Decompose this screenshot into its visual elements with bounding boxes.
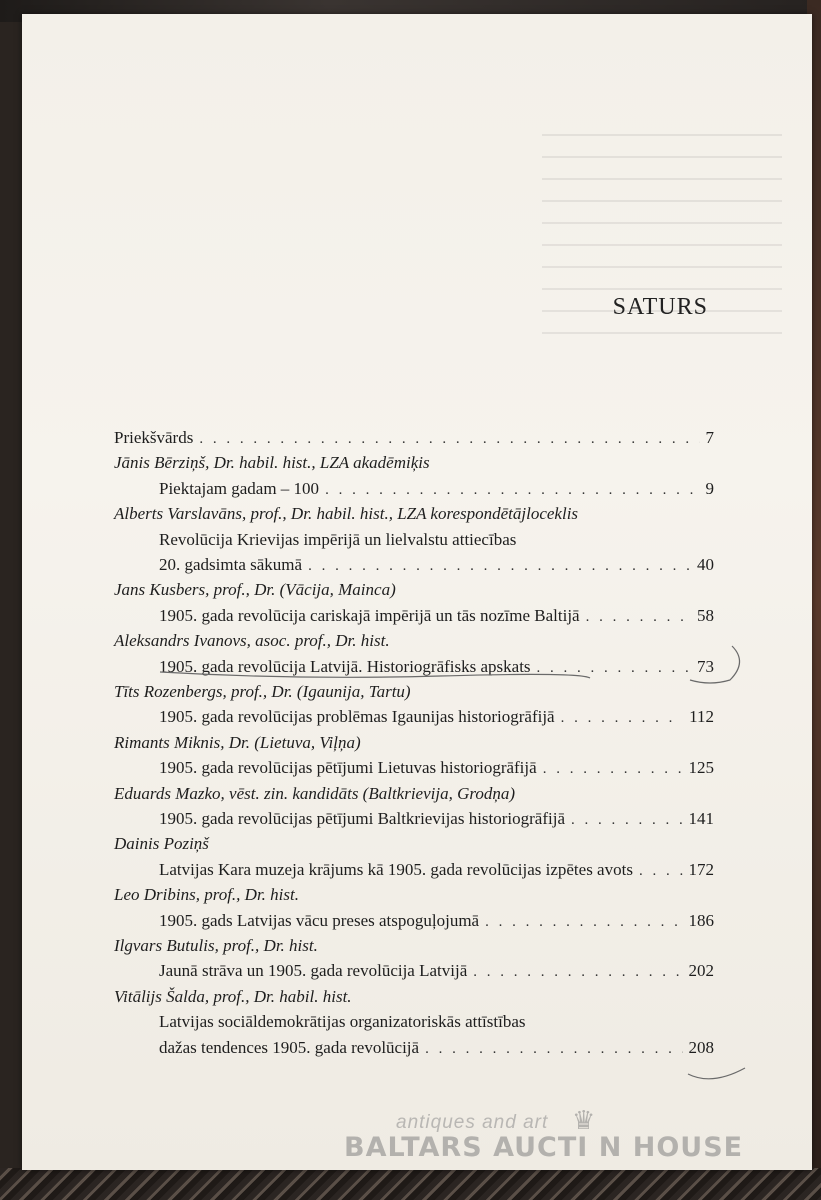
toc-article-title: 1905. gada revolūcijas pētījumi Lietuvas historiogrāfijā	[159, 758, 537, 778]
crown-icon: ♛	[572, 1106, 596, 1135]
toc-article-title: Revolūcija Krievijas impērijā un lielvalstu attiecības	[159, 529, 517, 549]
toc-article-title: dažas tendences 1905. gada revolūcijā	[159, 1037, 420, 1057]
toc-section-title: Priekšvārds	[114, 428, 194, 447]
toc-article-line	[159, 479, 714, 501]
page-title: SATURS	[612, 294, 708, 320]
toc-article-line	[159, 1038, 714, 1060]
toc-author-name: Vitālijs Šalda, prof., Dr. habil. hist.	[114, 986, 352, 1006]
toc-author	[114, 936, 714, 958]
toc-page-number: 112	[689, 707, 714, 727]
toc-page-number: 208	[688, 1037, 714, 1057]
toc-article-title: 1905. gada revolūcijas pētījumi Baltkrievijas historiogrāfijā	[159, 809, 566, 828]
toc-author-name: Rimants Miknis, Dr. (Lietuva, Viļņa)	[114, 732, 361, 752]
toc-page-number: 141	[688, 809, 714, 828]
leader-dots	[425, 1041, 682, 1058]
toc-page-number: 186	[688, 910, 714, 930]
toc-article-line	[159, 530, 714, 552]
toc-author	[114, 885, 714, 907]
toc-page-number: 202	[688, 961, 714, 981]
toc-author	[114, 453, 714, 475]
leader-dots	[543, 761, 683, 778]
toc-article-line	[159, 657, 714, 679]
leader-dots	[308, 558, 691, 575]
toc-author-name: Jānis Bērziņš, Dr. habil. hist., LZA akadēmiķis	[114, 453, 430, 473]
leader-dots	[485, 914, 682, 931]
toc-author-name: Ilgvars Butulis, prof., Dr. hist.	[114, 936, 318, 955]
watermark-brand: BALTARS AUCTI N HOUSE	[344, 1132, 744, 1163]
toc-author	[114, 733, 714, 755]
toc-author-name: Tīts Rozenbergs, prof., Dr. (Igaunija, Tartu)	[114, 682, 411, 701]
watermark	[340, 1106, 744, 1172]
toc-author-name: Dainis Poziņš	[114, 834, 209, 854]
toc-article-title: 1905. gada revolūcija Latvijā. Historiogrāfisks apskats	[159, 656, 531, 676]
toc-article-title: Jaunā strāva un 1905. gada revolūcija Latvijā	[159, 961, 468, 981]
toc-page-number: 7	[705, 428, 714, 447]
watermark-tagline: antiques and art	[396, 1112, 549, 1133]
toc-article-line	[159, 555, 714, 577]
toc-page-number: 172	[688, 859, 714, 879]
toc-article-title: 1905. gada revolūcijas problēmas Igaunijas historiogrāfijā	[159, 707, 555, 727]
toc-section	[114, 428, 714, 450]
toc-article-title: 20. gadsimta sākumā	[159, 555, 303, 574]
toc-author	[114, 784, 714, 806]
toc-author	[114, 834, 714, 856]
leader-dots	[199, 431, 699, 448]
leader-dots	[586, 609, 691, 626]
toc-page-number: 58	[697, 605, 714, 625]
leader-dots	[473, 964, 682, 981]
show-through-text	[542, 134, 782, 354]
toc-article-title: Latvijas sociāldemokrātijas organizatoriskās attīstības	[159, 1012, 526, 1032]
background-bottom	[0, 1168, 821, 1200]
toc-author-name: Aleksandrs Ivanovs, asoc. prof., Dr. hist.	[114, 631, 390, 651]
leader-dots	[639, 863, 683, 880]
toc-article-line	[159, 860, 714, 882]
toc-page-number: 73	[697, 656, 714, 676]
toc-article-line	[159, 707, 714, 729]
toc-article-line	[159, 911, 714, 933]
toc-author	[114, 631, 714, 653]
leader-dots	[571, 812, 682, 829]
toc-article-line	[159, 809, 714, 831]
toc-author	[114, 987, 714, 1009]
toc-page-number: 125	[688, 758, 714, 778]
leader-dots	[537, 660, 691, 677]
toc-author	[114, 580, 714, 602]
toc-article-title: Latvijas Kara muzeja krājums kā 1905. gada revolūcijas izpētes avots	[159, 859, 633, 879]
toc-author	[114, 682, 714, 704]
toc-article-line	[159, 758, 714, 780]
toc-article-line	[159, 961, 714, 983]
toc-author-name: Leo Dribins, prof., Dr. hist.	[114, 885, 299, 905]
toc-author-name: Eduards Mazko, vēst. zin. kandidāts (Baltkrievija, Grodņa)	[114, 783, 516, 803]
toc-author-name: Alberts Varslavāns, prof., Dr. habil. hist., LZA korespondētājloceklis	[114, 504, 579, 524]
toc-article-line	[159, 606, 714, 628]
toc-article-title: 1905. gads Latvijas vācu preses atspoguļojumā	[159, 910, 480, 930]
leader-dots	[325, 482, 699, 499]
toc-article-title: 1905. gada revolūcija cariskajā impērijā un tās nozīme Baltijā	[159, 605, 580, 625]
toc-author	[114, 504, 714, 526]
toc-article-title: Piektajam gadam – 100	[159, 478, 320, 498]
toc-page-number: 9	[705, 478, 714, 498]
toc-article-line	[159, 1012, 714, 1034]
toc-author-name: Jans Kusbers, prof., Dr. (Vācija, Mainca)	[114, 580, 396, 600]
leader-dots	[561, 710, 684, 727]
toc-page-number: 40	[697, 555, 714, 574]
